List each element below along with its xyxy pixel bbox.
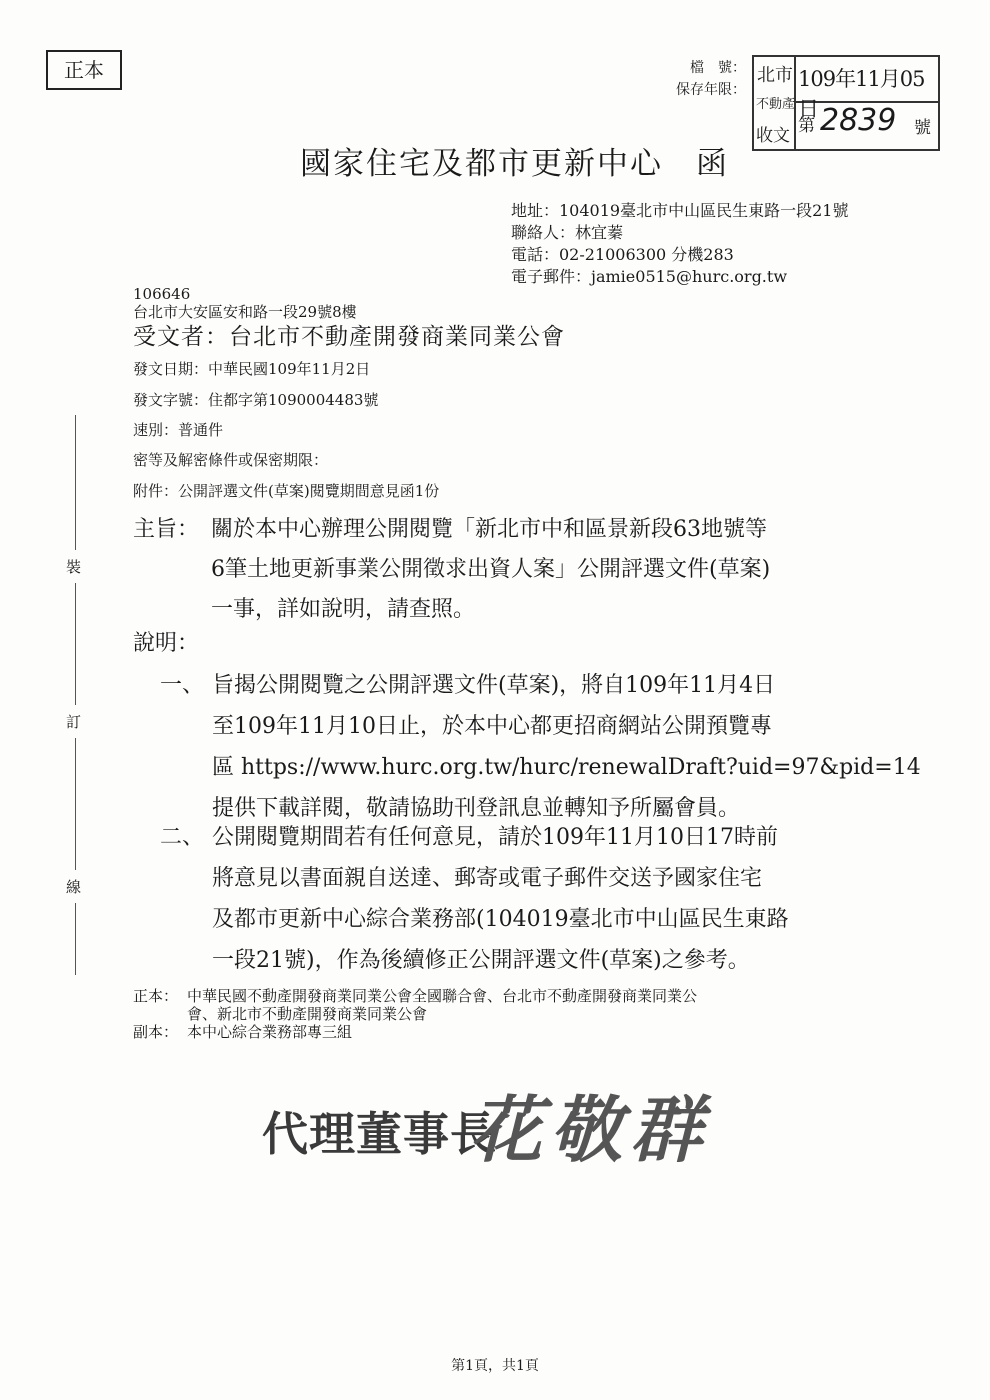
- explanation-label: 說明：: [133, 631, 200, 656]
- speed-class: 速別：普通件: [133, 421, 224, 439]
- binding-char-2: 訂: [66, 705, 81, 738]
- contact-email: 電子郵件：jamie0515@hurc.org.tw: [511, 267, 788, 286]
- recipient-address: 台北市大安區安和路一段29號8樓: [133, 303, 357, 321]
- item-line: 將意見以書面親自送達、郵寄或電子郵件交送予國家住宅: [212, 866, 763, 891]
- stamp-org-line3: 收文: [756, 126, 790, 146]
- explanation-item-2: [160, 817, 789, 981]
- item-number: 一、: [160, 673, 205, 698]
- file-number-label: 檔 號：: [690, 60, 746, 76]
- subject-line: 關於本中心辦理公開閱覽「新北市中和區景新段63地號等: [211, 517, 767, 542]
- item-line: 至109年11月10日止，於本中心都更招商網站公開預覽專: [212, 714, 772, 739]
- issue-date: 發文日期：中華民國109年11月2日: [133, 360, 371, 378]
- signatory-title: 代理董事長: [262, 1107, 497, 1161]
- contact-address: 地址：104019臺北市中山區民生東路一段21號: [511, 201, 849, 220]
- original-copy-label: 正本：: [133, 987, 179, 1005]
- original-copy-recipients: 中華民國不動產開發商業同業公會全國聯合會、台北市不動產開發商業同業公: [187, 987, 698, 1005]
- subject-label: 主旨：: [133, 517, 200, 542]
- contact-person: 聯絡人：林宜蓁: [511, 223, 624, 242]
- stamp-number-prefix: 第: [798, 116, 815, 136]
- recipient: 受文者：台北市不動產開發商業同業公會: [133, 324, 565, 350]
- subject-line: 6筆土地更新事業公開徵求出資人案」公開評選文件(草案): [211, 557, 771, 582]
- explanation-item-1: [160, 665, 921, 829]
- item-line: 旨揭公開閱覽之公開評選文件(草案)，將自109年11月4日: [212, 673, 776, 698]
- retention-label: 保存年限：: [676, 82, 746, 98]
- binding-line: [62, 415, 86, 975]
- item-line: 提供下載詳閱，敬請協助刊登訊息並轉知予所屬會員。: [212, 796, 741, 821]
- recipient-postal-block: [133, 285, 357, 321]
- contact-block: [511, 200, 848, 288]
- copy-mark: 正本: [46, 50, 122, 90]
- subject-line: 一事，詳如說明，請查照。: [211, 597, 476, 622]
- issue-number: 發文字號：住都字第1090004483號: [133, 391, 379, 409]
- item-number: 二、: [160, 825, 205, 850]
- item-line-url: 區 https://www.hurc.org.tw/hurc/renewalDraft?uid=97&pid=14: [212, 755, 921, 780]
- recipient-postal-code: 106646: [133, 285, 191, 303]
- binding-char-3: 線: [66, 870, 81, 903]
- signatory-name: 花敬群: [470, 1087, 711, 1172]
- document-title: 國家住宅及都市更新中心 函: [300, 146, 729, 182]
- item-line: 公開閱覽期間若有任何意見，請於109年11月10日17時前: [212, 825, 778, 850]
- attachment: 附件：公開評選文件(草案)閱覽期間意見函1份: [133, 482, 440, 500]
- original-copy-recipients-cont: 會、新北市不動產開發商業同業公會: [187, 1005, 428, 1023]
- secrecy-level: 密等及解密條件或保密期限：: [133, 451, 329, 469]
- subject-block: [133, 510, 770, 630]
- carbon-copy-label: 副本：: [133, 1023, 179, 1041]
- contact-phone: 電話：02-21006300 分機283: [511, 245, 734, 264]
- stamp-org-line1: 北市: [757, 65, 793, 86]
- item-line: 及都市更新中心綜合業務部(104019臺北市中山區民生東路: [212, 907, 789, 932]
- item-line: 一段21號)，作為後續修正公開評選文件(草案)之參考。: [212, 948, 750, 973]
- stamp-org-line2: 不動產: [756, 97, 796, 112]
- stamp-date: 109年11月05日: [798, 67, 925, 121]
- carbon-copy-recipients: 本中心綜合業務部專三組: [187, 1023, 353, 1041]
- stamp-number: 2839: [820, 103, 897, 138]
- receipt-stamp: [752, 55, 940, 151]
- page-number: 第1頁，共1頁: [451, 1358, 539, 1374]
- distribution-block: [133, 987, 697, 1041]
- stamp-number-suffix: 號: [914, 118, 931, 138]
- binding-char-1: 裝: [66, 550, 81, 583]
- file-labels: [668, 57, 746, 101]
